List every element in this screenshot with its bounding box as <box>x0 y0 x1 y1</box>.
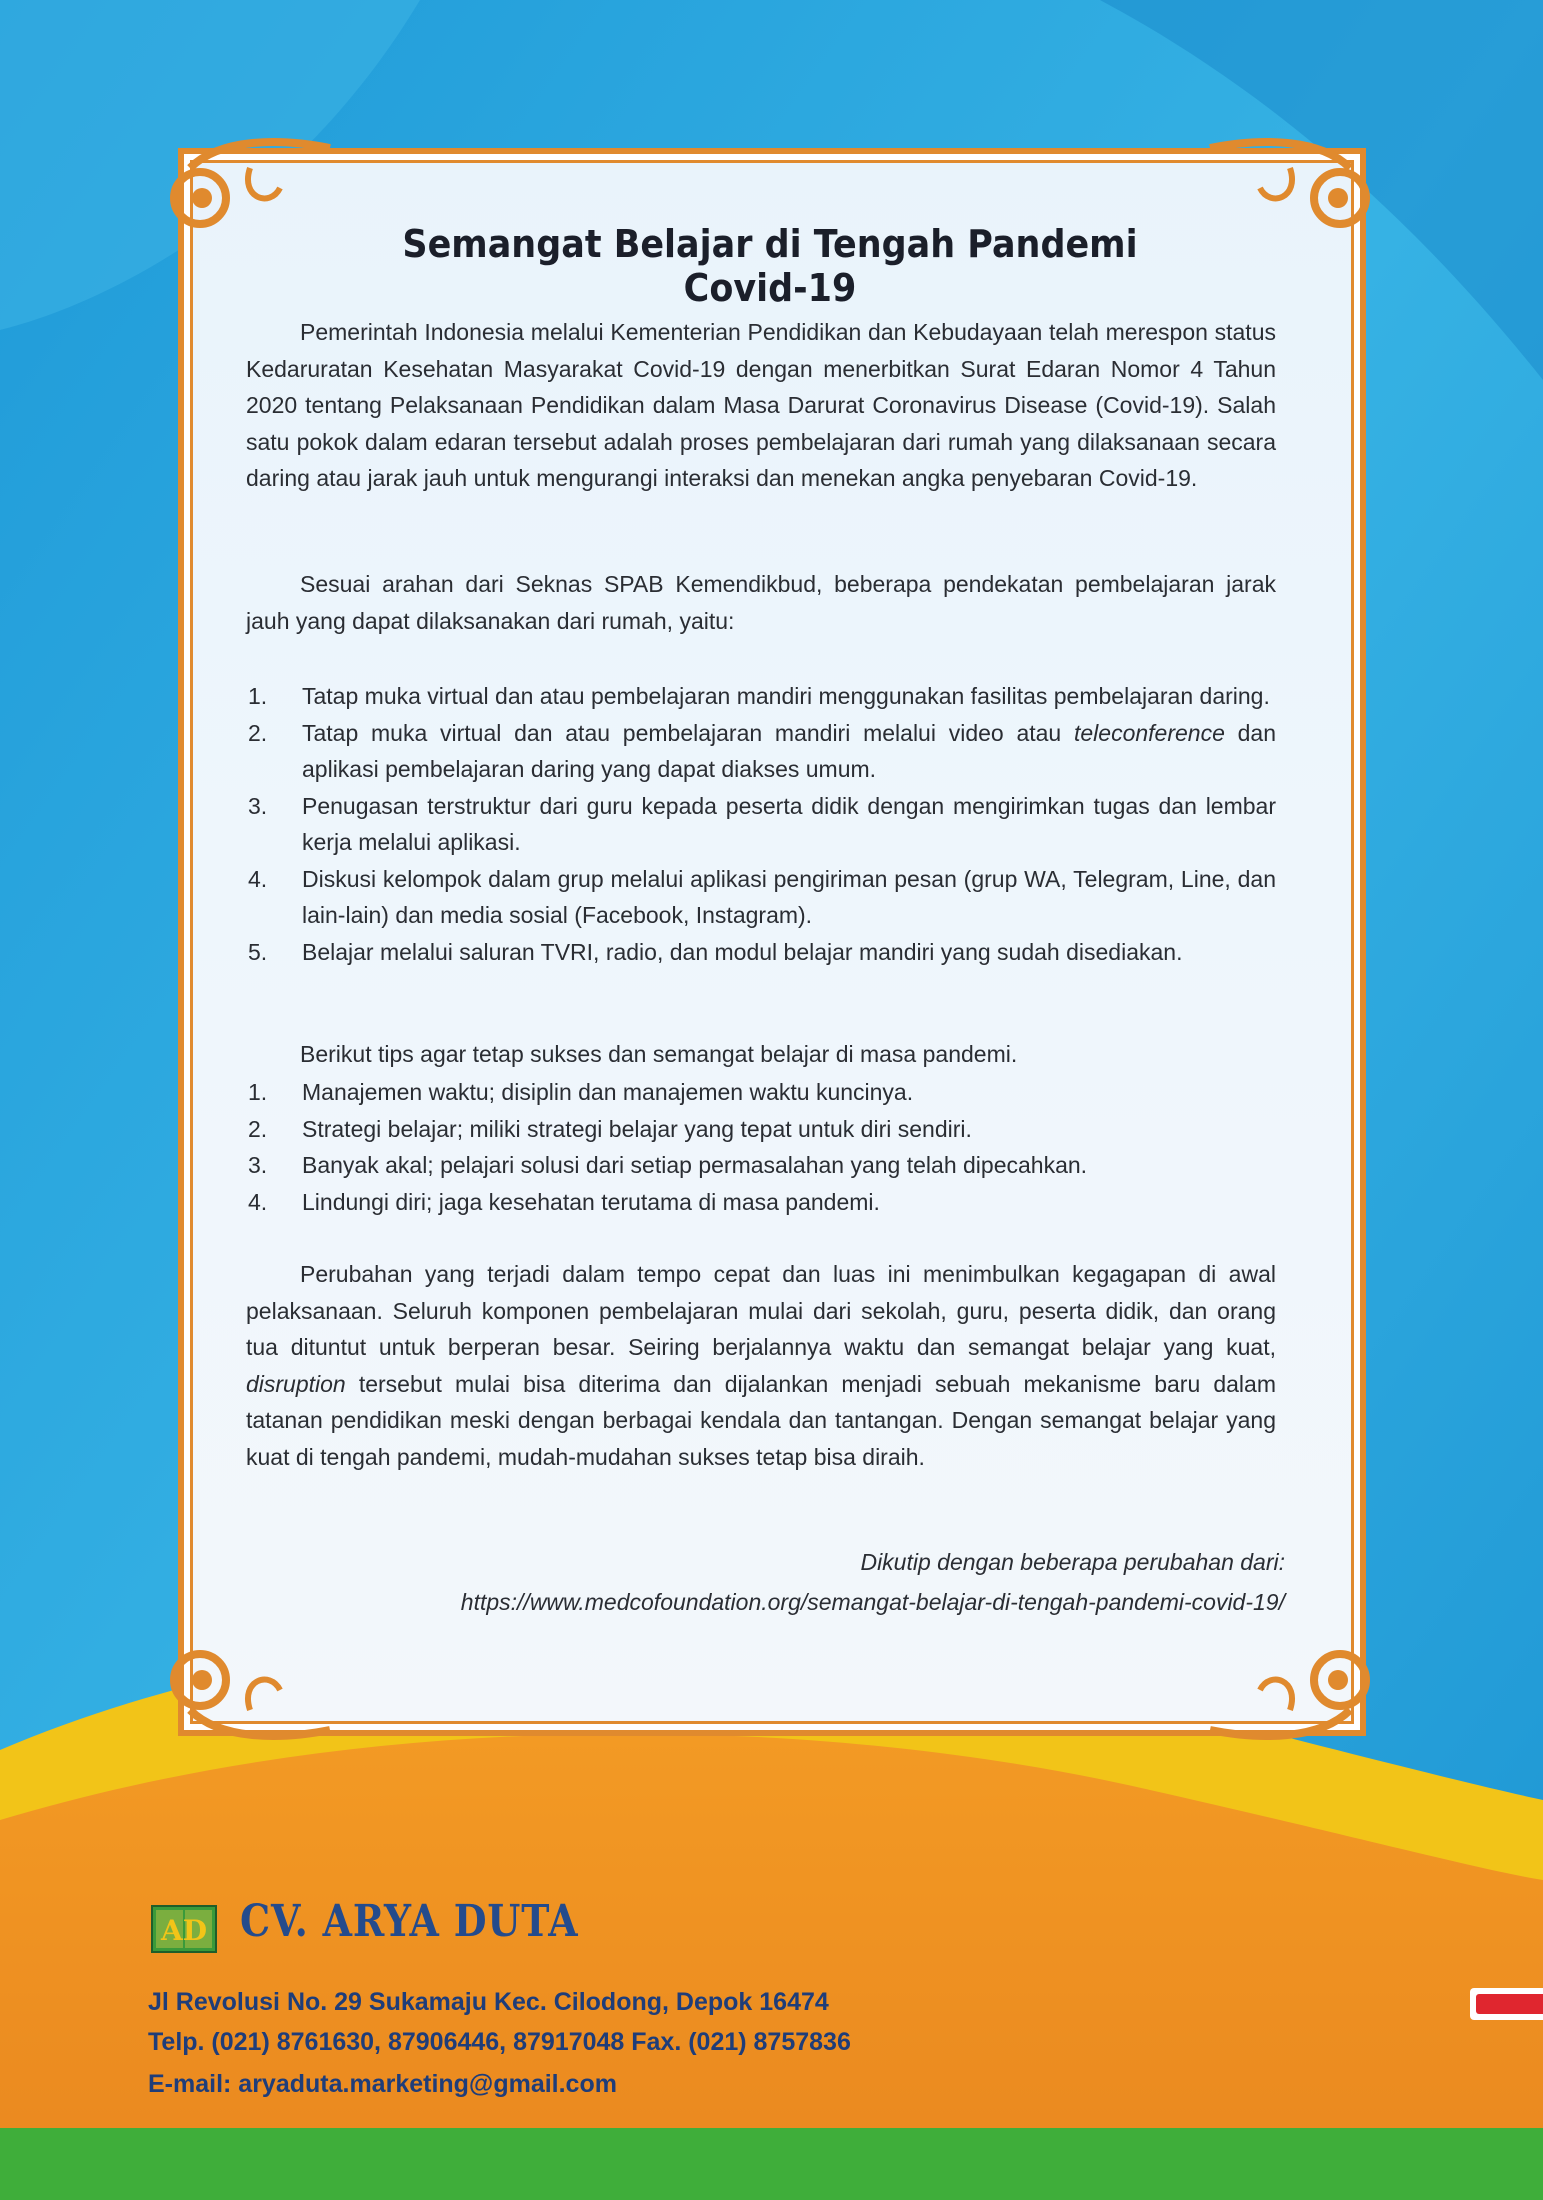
publisher-logo-icon <box>150 1902 218 1956</box>
tips-list <box>246 1074 1276 1220</box>
corner-ornament-icon <box>160 1630 340 1750</box>
list-item: 1. Tatap muka virtual dan atau pembelajaran mandiri menggunakan fasilitas pembelajaran daring. <box>248 683 1270 709</box>
list-item: 3. Banyak akal; pelajari solusi dari setiap permasalahan yang telah dipecahkan. <box>248 1152 1088 1178</box>
corner-ornament-icon <box>160 128 340 248</box>
source-label: Dikutip dengan beberapa perubahan dari: <box>860 1549 1285 1575</box>
publisher-address: Jl Revolusi No. 29 Sukamaju Kec. Cilodong, Depok 16474 <box>148 1988 829 2016</box>
page-tab-marker <box>1470 1988 1543 2020</box>
corner-ornament-icon <box>1200 128 1380 248</box>
list-item: 4. Lindungi diri; jaga kesehatan terutama di masa pandemi. <box>248 1188 880 1215</box>
publisher-name: CV. ARYA DUTA <box>240 1896 579 1947</box>
list-item: 2. Tatap muka virtual dan atau pembelajaran mandiri melalui video atau teleconference dan aplikasi pembelajaran daring yang dapat diakses umum. <box>248 719 1277 782</box>
paragraph-conclusion: Perubahan yang terjadi dalam tempo cepat dan luas ini menimbulkan kegagapan di awal pelaksanaan. Seluruh komponen pembelajaran mulai dari sekolah, guru, peserta didik, dan orang tua dituntut untuk berperan besar. Seiring berjalannya waktu dan semangat belajar yang kuat, disruption tersebut mulai bisa diterima dan dijalankan menjadi sebuah mekanisme baru dalam tatanan pendidikan meski dengan berbagai kendala dan tantangan. Dengan semangat belajar yang kuat di tengah pandemi, mudah-mudahan sukses tetap bisa diraih. <box>246 1261 1276 1470</box>
paragraph-intro: Pemerintah Indonesia melalui Kementerian Pendidikan dan Kebudayaan telah merespon status Kedaruratan Kesehatan Masyarakat Covid-19 dengan menerbitkan Surat Edaran Nomor 4 Tahun 2020 tentang Pelaksanaan Pendidikan dalam Masa Darurat Coronavirus Disease (Covid-19). Salah satu pokok dalam edaran tersebut adalah proses pembelajaran dari rumah yang dilaksanaan secara daring atau jarak jauh untuk mengurangi interaksi dan menekan angka penyebaran Covid-19. <box>246 319 1276 491</box>
list-item: 3. Penugasan terstruktur dari guru kepada peserta didik dengan mengirimkan tugas dan lembar kerja melalui aplikasi. <box>248 792 1276 855</box>
list-item: 4. Diskusi kelompok dalam grup melalui aplikasi pengiriman pesan (grup WA, Telegram, Line, dan lain-lain) dan media sosial (Facebook, Instagram). <box>248 865 1276 928</box>
corner-ornament-icon <box>1200 1630 1380 1750</box>
svg-text:AD: AD <box>160 1914 208 1947</box>
publisher-phone: Telp. (021) 8761630, 87906446, 87917048 Fax. (021) 8757836 <box>148 2028 851 2056</box>
article-title: Semangat Belajar di Tengah Pandemi Covid-19 <box>402 222 1138 310</box>
paragraph-approaches-intro: Sesuai arahan dari Seknas SPAB Kemendikbud, beberapa pendekatan pembelajaran jarak jauh yang dapat dilaksanakan dari rumah, yaitu: <box>246 571 1276 634</box>
publisher-email: E-mail: aryaduta.marketing@gmail.com <box>148 2070 617 2098</box>
list-item: 2. Strategi belajar; miliki strategi belajar yang tepat untuk diri sendiri. <box>248 1115 972 1142</box>
list-item: 5. Belajar melalui saluran TVRI, radio, dan modul belajar mandiri yang sudah disediakan. <box>248 938 1183 965</box>
list-item: 1. Manajemen waktu; disiplin dan manajemen waktu kuncinya. <box>248 1079 914 1105</box>
approaches-list <box>246 678 1276 970</box>
source-link[interactable]: https://www.medcofoundation.org/semangat-belajar-di-tengah-pandemi-covid-19/ <box>460 1589 1285 1615</box>
paragraph-tips-intro: Berikut tips agar tetap sukses dan semangat belajar di masa pandemi. <box>300 1041 1018 1067</box>
